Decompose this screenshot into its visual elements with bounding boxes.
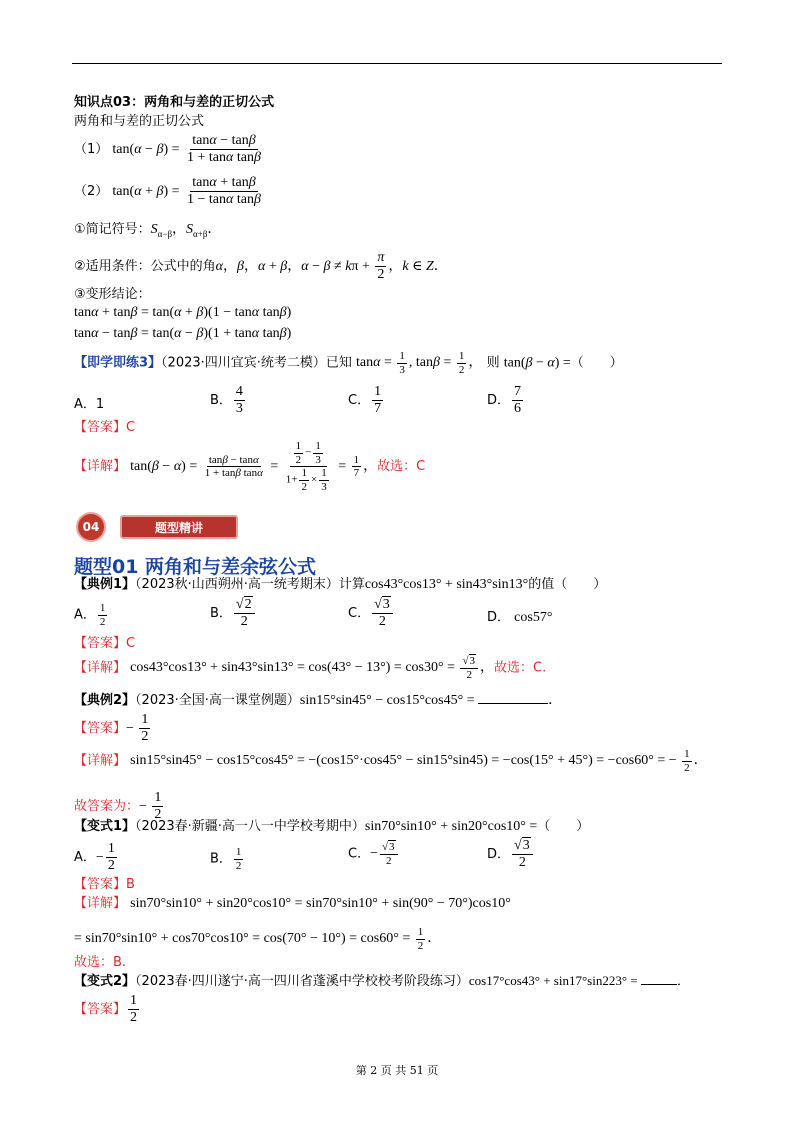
- header-rule: [72, 63, 722, 64]
- formula-tan-sum: （2） tan(α + β) = $\frac{\tan\alpha + \tan\beta}{\text{1 − tanα tanβ}}$: [74, 175, 261, 208]
- type-01-title: 题型01 两角和与差余弦公式: [74, 556, 317, 578]
- practice-3-detail: 【详解】 tan(β − α) = $\frac{\tan\beta - \tan\alpha}{\text{1 + tanβ tanα}}$ = $\frac{1}{2}$ − $\frac{1}{3}$ 1+ $\frac{1}{2}$ × $\frac{1}{3}$ = $\frac{1}{7}$ ，故选：C: [74, 440, 426, 493]
- variant-1-option-a: A．− $\frac{1}{2}$: [74, 841, 115, 874]
- example-1-option-a: A． $\frac{1}{2}$: [74, 602, 106, 628]
- variant-1-option-d: D． $\frac{√3}{2}$: [487, 838, 535, 871]
- page-footer: 第 2 页 共 51 页: [355, 1064, 439, 1077]
- transform-sum: tanα + tanβ = tan(α + β)(1 − tanα tanβ): [74, 305, 292, 320]
- example-2-detail: 【详解】 sin15°sin45° − cos15°cos45° = −(cos15°·cos45° − sin15°sin45) = −cos(15° + 45°) = −cos60° = − $\frac{1}{2}$ ．: [74, 748, 708, 774]
- banner-label: 题型精讲: [120, 515, 238, 539]
- example-2-question: 【典例2】（2023·全国·高一课堂例题）sin15°sin45° − cos15°cos45° = ．: [74, 693, 563, 708]
- example-2-final: 故答案为：− $\frac{1}{2}$: [74, 790, 162, 823]
- example-1-detail: 【详解】 cos43°cos13° + sin43°sin13° = cos(43° − 13°) = cos30° = $\frac{√3}{2}$ ，故选：C.: [74, 655, 547, 681]
- option-c: C． $\frac{1}{7}$: [348, 384, 382, 417]
- variant-1-conclusion: 故选：B.: [74, 955, 127, 970]
- option-b: B． $\frac{4}{3}$: [210, 384, 243, 417]
- variant-2-question: 【变式2】（2023春·四川遂宁·高一四川省蓬溪中学校校考阶段练习）cos17°cos43° + sin17°sin223° = ．: [74, 973, 690, 989]
- variant-1-option-b: B． $\frac{1}{2}$: [210, 846, 242, 872]
- section-banner: [76, 512, 238, 542]
- section-subtitle: 两角和与差的正切公式: [74, 114, 205, 129]
- practice-3-question: 【即学即练3】（2023·四川宜宾·统考二模）已知 tanα = $\frac{1}{3}$ , tanβ = $\frac{1}{2}$ ， 则 tan(β − α) =（ ）: [74, 350, 623, 376]
- section-title: 知识点03：两角和与差的正切公式: [74, 95, 275, 110]
- variant-1-detail-cont: = sin70°sin10° + cos70°cos10° = cos(70° − 10°) = cos60° = $\frac{1}{2}$ ．: [74, 926, 442, 952]
- note-condition: ②适用条件：公式中的角α，β，α + β，α − β ≠ kπ + $\frac{\pi}{2}$ ，k ∈ Z．: [74, 250, 448, 283]
- note-notation: ①简记符号：$S_{\alpha-\beta}$，$S_{\alpha+\beta}$．: [74, 222, 222, 239]
- example-1-option-b: B． $\frac{√2}{2}$: [210, 597, 257, 630]
- option-a: A．1: [74, 397, 105, 412]
- note-transform: ③变形结论：: [74, 287, 151, 302]
- example-1-option-d: D． cos57°: [487, 610, 553, 625]
- banner-number: 04: [76, 512, 106, 542]
- variant-1-option-c: C．− $\frac{√3}{2}$: [348, 841, 400, 867]
- example-2-answer: 【答案】− $\frac{1}{2}$: [74, 712, 149, 745]
- variant-1-detail: 【详解】 sin70°sin10° + sin20°cos10° = sin70°sin10° + sin(90° − 70°)cos10°: [74, 896, 511, 911]
- transform-diff: tanα − tanβ = tan(α − β)(1 + tanα tanβ): [74, 326, 292, 341]
- practice-3-answer: 【答案】C: [74, 420, 136, 435]
- variant-1-question: 【变式1】（2023春·新疆·高一八一中学校考期中）sin70°sin10° + sin20°cos10° =（ ）: [74, 819, 590, 834]
- variant-2-answer: 【答案】 $\frac{1}{2}$: [74, 993, 138, 1026]
- example-1-option-c: C． $\frac{√3}{2}$: [348, 597, 395, 630]
- example-1-answer: 【答案】C: [74, 636, 136, 651]
- example-1-question: 【典例1】（2023秋·山西朔州·高一统考期末）计算cos43°cos13° + sin43°sin13°的值（ ）: [74, 577, 607, 592]
- option-d: D． $\frac{7}{6}$: [487, 384, 522, 417]
- formula-tan-difference: （1） tan(α − β) = $\frac{\tan\alpha - \tan\beta}{\text{1 + tanα tanβ}}$: [74, 133, 261, 166]
- variant-1-answer: 【答案】B: [74, 877, 135, 892]
